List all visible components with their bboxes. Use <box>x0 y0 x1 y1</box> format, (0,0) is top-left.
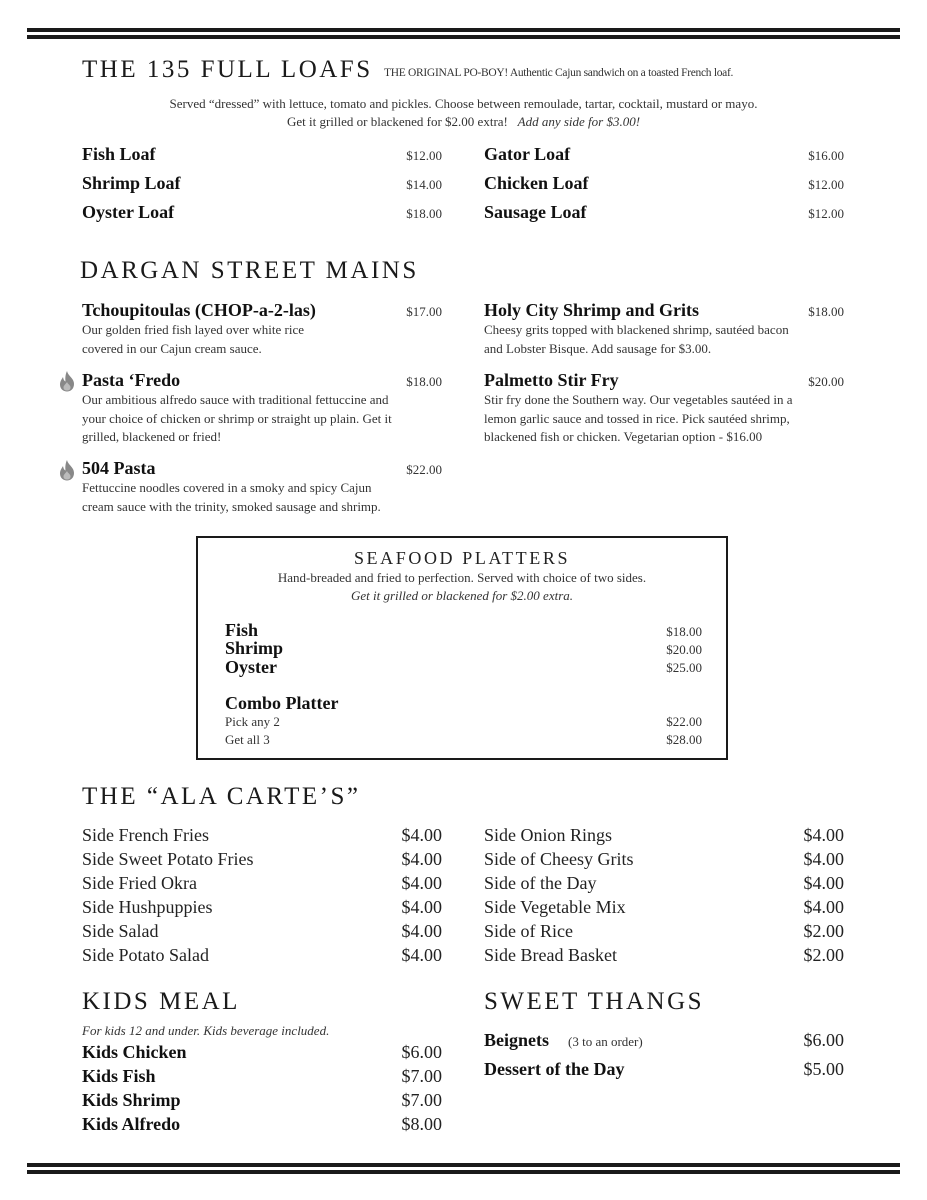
main-item-name: Pasta ‘Fredo <box>82 370 181 390</box>
side-item-name: Side of the Day <box>484 873 597 893</box>
platter-item-name: Oyster <box>225 657 277 677</box>
dessert-item-name: Dessert of the Day <box>484 1059 625 1079</box>
platter-item-price: $18.00 <box>666 624 702 639</box>
top-rule <box>27 28 900 32</box>
side-item-price: $4.00 <box>401 825 442 845</box>
side-item-price: $4.00 <box>401 921 442 941</box>
loafs-grill-note: Get it grilled or blackened for $2.00 extra! <box>286 114 508 129</box>
main-item-name: Palmetto Stir Fry <box>484 370 619 390</box>
menu-item-price: $12.00 <box>406 148 442 163</box>
kids-item-price: $7.00 <box>401 1090 442 1110</box>
combo-option-price: $22.00 <box>666 714 702 729</box>
kids-item-name: Kids Chicken <box>82 1042 187 1062</box>
loafs-side-note: Add any side for $3.00! <box>517 114 641 129</box>
platter-item-name: Fish <box>225 620 259 640</box>
kids-item-price: $7.00 <box>401 1066 442 1086</box>
description-line: Our ambitious alfredo sauce with traditional fettuccine and <box>82 392 389 407</box>
main-item-name: Holy City Shrimp and Grits <box>484 300 700 320</box>
side-item-name: Side Salad <box>82 921 159 941</box>
combo-option-label: Pick any 2 <box>225 714 280 729</box>
side-item-price: $4.00 <box>803 873 844 893</box>
kids-item-price: $6.00 <box>401 1042 442 1062</box>
description-line: covered in our Cajun cream sauce. <box>82 340 262 356</box>
description-line: blackened fish or chicken. Vegetarian option - $16.00 <box>484 429 763 444</box>
side-item-name: Side Onion Rings <box>484 825 613 845</box>
main-item-description <box>82 391 452 447</box>
side-item-price: $2.00 <box>803 945 844 965</box>
main-item-name: Tchoupitoulas (CHOP-a-2-las) <box>82 300 316 320</box>
combo-platter-name: Combo Platter <box>225 693 339 713</box>
platter-item-price: $20.00 <box>666 642 702 657</box>
bottom-rule-inner <box>27 1170 900 1174</box>
side-item-price: $4.00 <box>401 849 442 869</box>
spicy-flame-icon <box>58 370 76 392</box>
side-item-price: $4.00 <box>401 945 442 965</box>
sweets-title: SWEET THANGS <box>484 988 705 1015</box>
description-line: and Lobster Bisque. Add sausage for $3.00. <box>484 340 712 356</box>
side-item-name: Side Hushpuppies <box>82 897 213 917</box>
main-item-description <box>484 391 854 447</box>
menu-item-name: Sausage Loaf <box>484 202 587 222</box>
bottom-rule <box>27 1163 900 1167</box>
dessert-item-price: $6.00 <box>803 1030 844 1050</box>
main-item-description <box>82 321 452 358</box>
main-item-description <box>484 321 854 358</box>
kids-title: KIDS MEAL <box>82 988 240 1015</box>
menu-item-name: Chicken Loaf <box>484 173 589 193</box>
side-item-price: $4.00 <box>803 825 844 845</box>
side-item-price: $4.00 <box>803 849 844 869</box>
loafs-note-line2 <box>0 114 927 130</box>
kids-note: For kids 12 and under. Kids beverage included. <box>82 1023 330 1038</box>
menu-item-name: Shrimp Loaf <box>82 173 181 193</box>
description-line: Stir fry done the Southern way. Our vegetables sautéed in a <box>484 392 793 407</box>
combo-option-label: Get all 3 <box>225 732 270 747</box>
loafs-note-line1: Served “dressed” with lettuce, tomato and pickles. Choose between remoulade, tartar, cocktail, mustard or mayo. <box>169 96 758 111</box>
description-line: your choice of chicken or shrimp or straight up plain. Get it <box>82 410 392 426</box>
platters-grill-note: Get it grilled or blackened for $2.00 extra. <box>350 588 574 603</box>
description-line: lemon garlic sauce and tossed in rice. Pick sautéed shrimp, <box>484 410 790 426</box>
seafood-platters-box <box>196 536 728 760</box>
menu-item-price: $14.00 <box>406 177 442 192</box>
side-item-name: Side Potato Salad <box>82 945 209 965</box>
dessert-item-price: $5.00 <box>803 1059 844 1079</box>
platters-note: Hand-breaded and fried to perfection. Served with choice of two sides. <box>277 570 647 585</box>
kids-item-name: Kids Alfredo <box>82 1114 181 1134</box>
description-line: grilled, blackened or fried! <box>82 429 222 444</box>
side-item-name: Side French Fries <box>82 825 209 845</box>
main-item-description <box>82 479 452 516</box>
dessert-item-qualifier: (3 to an order) <box>568 1034 643 1049</box>
loafs-title: THE 135 FULL LOAFS <box>82 56 373 83</box>
side-item-price: $2.00 <box>803 921 844 941</box>
menu-item-name: Oyster Loaf <box>82 202 175 222</box>
dessert-item-name: Beignets <box>484 1030 549 1050</box>
spicy-flame-icon <box>58 459 76 481</box>
side-item-price: $4.00 <box>803 897 844 917</box>
mains-title: DARGAN STREET MAINS <box>80 257 419 284</box>
side-item-name: Side Bread Basket <box>484 945 617 965</box>
kids-item-name: Kids Fish <box>82 1066 156 1086</box>
loafs-tagline: THE ORIGINAL PO-BOY! Authentic Cajun sandwich on a toasted French loaf. <box>384 67 734 79</box>
main-item-price: $20.00 <box>808 374 844 389</box>
menu-item-price: $12.00 <box>808 177 844 192</box>
description-line: cream sauce with the trinity, smoked sausage and shrimp. <box>82 498 381 514</box>
side-item-price: $4.00 <box>401 873 442 893</box>
menu-item-price: $18.00 <box>406 206 442 221</box>
side-item-price: $4.00 <box>401 897 442 917</box>
side-item-name: Side Sweet Potato Fries <box>82 849 254 869</box>
combo-option-price: $28.00 <box>666 732 702 747</box>
side-item-name: Side of Cheesy Grits <box>484 849 634 869</box>
main-item-price: $22.00 <box>406 462 442 477</box>
side-item-name: Side of Rice <box>484 921 573 941</box>
menu-item-name: Gator Loaf <box>484 144 571 164</box>
description-line: Cheesy grits topped with blackened shrimp, sautéed bacon <box>484 322 789 337</box>
main-item-price: $17.00 <box>406 304 442 319</box>
platters-title: SEAFOOD PLATTERS <box>353 548 571 568</box>
main-item-price: $18.00 <box>808 304 844 319</box>
side-item-name: Side Fried Okra <box>82 873 197 893</box>
menu-item-name: Fish Loaf <box>82 144 156 164</box>
description-line: Our golden fried fish layed over white rice <box>82 322 305 337</box>
top-rule-inner <box>27 35 900 39</box>
main-item-name: 504 Pasta <box>82 458 156 478</box>
alacarte-title: THE “ALA CARTE’S” <box>82 783 361 810</box>
main-item-price: $18.00 <box>406 374 442 389</box>
side-item-name: Side Vegetable Mix <box>484 897 626 917</box>
menu-item-price: $12.00 <box>808 206 844 221</box>
kids-item-name: Kids Shrimp <box>82 1090 181 1110</box>
description-line: Fettuccine noodles covered in a smoky and spicy Cajun <box>82 480 372 495</box>
platter-item-name: Shrimp <box>225 638 284 658</box>
menu-item-price: $16.00 <box>808 148 844 163</box>
platter-item-price: $25.00 <box>666 660 702 675</box>
kids-item-price: $8.00 <box>401 1114 442 1134</box>
